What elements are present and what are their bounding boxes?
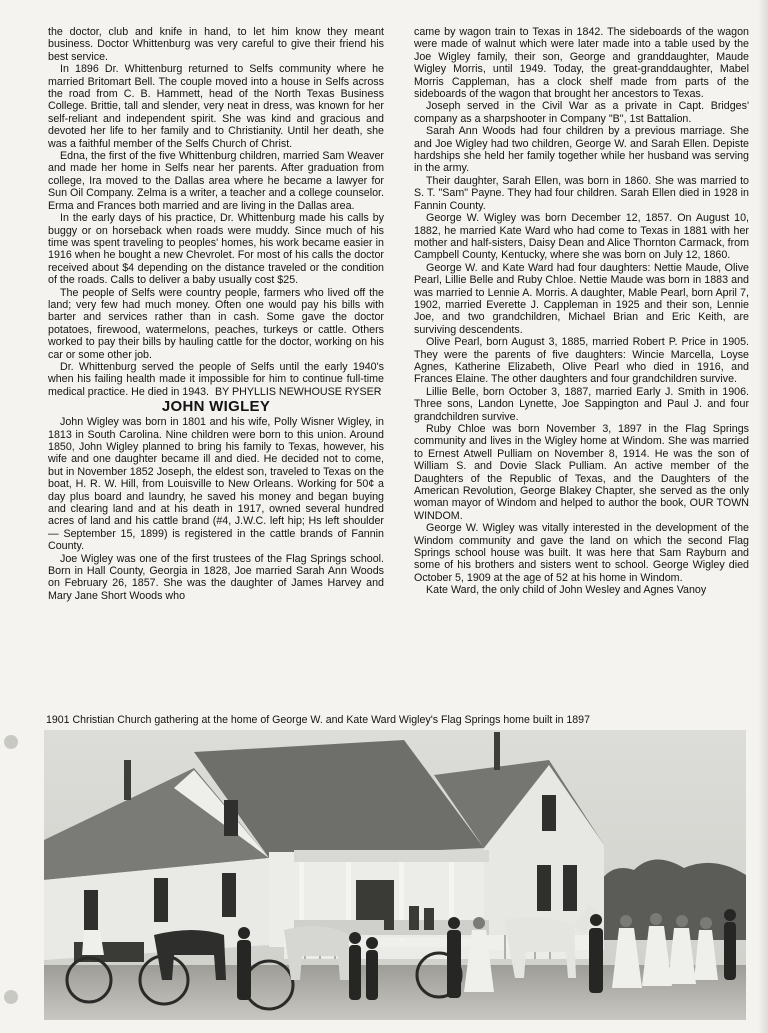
paragraph: George W. and Kate Ward had four daughters: Nettie Maude, Olive Pearl, Lillie Belle and Ruby Chloe. Nettie Maude was born in 1883 and was married to Lennie A. Morris. A daughter, Mable Pearl, born April 7, 1902, married Everette J. Cappleman in 1925 and their son, Lennie Joe, and two grandchildren, Michael Brian and Eric Keith, are surviving descendents. xyxy=(414,261,749,336)
right-column xyxy=(414,26,749,597)
paragraph: Dr. Whittenburg served the people of Selfs until the early 1940's when his failing health made it impossible for him to continue full-time medical practice. He died in 1943. xyxy=(48,360,384,398)
paragraph: the doctor, club and knife in hand, to let him know they meant business. Doctor Whittenburg was very careful to give their friend his best service. xyxy=(48,26,384,63)
paragraph: In the early days of his practice, Dr. Whittenburg made his calls by buggy or on horseback when roads were muddy. Since much of his time was spent traveling to peoples' homes, his work became easier in 1916 when he bought a new Chevrolet. For most of his calls the doctor received about $4 depending on the distance traveled or the condition of the roads. Calls to deliver a baby usually cost $25. xyxy=(48,212,384,287)
paragraph-with-byline xyxy=(48,361,384,398)
paragraph: Ruby Chloe was born November 3, 1897 in the Flag Springs community and lives in the Wigley home at Windom. She was married to Ernest Atwell Pulliam on November 8, 1914. He was the son of William S. and Dovie Slack Pulliam. An active member of the Daughters of the Republic of Texas, and the Daughters of the American Revolution, George Blakey Chapter, she served as the only woman mayor of Windom and helped to author the book, OUR TOWN WINDOM. xyxy=(414,423,749,522)
paragraph: Joe Wigley was one of the first trustees of the Flag Springs school. Born in Hall County, Georgia in 1828, Joe married Sarah Ann Woods on February 26, 1857. She was the daughter of James Harvey and Mary Jane Short Woods who xyxy=(48,552,384,602)
paragraph: George W. Wigley was born December 12, 1857. On August 10, 1882, he married Kate Ward who had come to Texas in 1881 with her mother and half-sisters, Daisy Dean and Alice Thornton Carmack, from Campbell County, Kentucky, where she was born on July 12, 1860. xyxy=(414,212,749,262)
page-edge xyxy=(758,0,768,1033)
section-heading: JOHN WIGLEY xyxy=(161,398,271,416)
paragraph: Their daughter, Sarah Ellen, was born in 1860. She was married to S. T. "Sam" Payne. They had four children. Sarah Ellen died in 1928 in Fannin County. xyxy=(414,174,749,212)
historic-house-photo xyxy=(44,730,746,1020)
paragraph: Joseph served in the Civil War as a private in Capt. Bridges' company as a sharpshooter in Company "B", 1st Battalion. xyxy=(414,100,749,125)
paragraph: Sarah Ann Woods had four children by a previous marriage. She and Joe Wigley had two children, George W. and Sarah Ellen. Depiste hardships she held her family together while her husband was serving in the army. xyxy=(414,125,749,175)
punch-hole xyxy=(4,990,18,1004)
paragraph: Olive Pearl, born August 3, 1885, married Robert P. Price in 1905. They were the parents of five daughters: Wincie Marcella, Loyse Agnes, Katherine Elizabeth, Olive Pearl who died in 1916, and Frances Elaine. The other daughters and four grandchildren survive. xyxy=(414,336,749,386)
paragraph: Edna, the first of the five Whittenburg children, married Sam Weaver and made her home in Selfs near her parents. After graduation from college, Ira moved to the Dallas area where he became a lawyer for Sun Oil Company. Zelma is a writer, a teacher and a college counselor. Erma and Frances both married and are living in the Dallas area. xyxy=(48,150,384,212)
paragraph: Kate Ward, the only child of John Wesley and Agnes Vanoy xyxy=(426,584,707,597)
left-column xyxy=(48,26,384,602)
paragraph: came by wagon train to Texas in 1842. The sideboards of the wagon were made of walnut which were later made into a table used by the Joe Wigley family, their son, George and granddaughter, Maude Wigley Morris, until 1949. Today, the great-granddaughter, Mabel Morris Cappleman, has a clock shelf made from parts of the sideboards of the wagon that brought her ancestors to Texas. xyxy=(414,26,749,101)
paragraph: In 1896 Dr. Whittenburg returned to Selfs community where he married Britomart Bell. The couple moved into a house in Selfs across the road from C. B. Hammett, head of the North Texas Business College. Brittie, tall and slender, very neat in dress, was known for her self-reliant and independent spirit. She was kind and gracious and devoted her life to her family and to Christianity. Until her death, she was a faithful member of the Selfs Church of Christ. xyxy=(48,63,384,150)
paragraph: The people of Selfs were country people, farmers who lived off the land; very few had much money. Often one would pay his bills with barter and services rather than in cash. Some gave the doctor potatoes, firewood, watermelons, peaches, turkeys or cattle. Others worked to pay their bills by hauling cattle for the doctor, working on his car or some other job. xyxy=(48,286,384,361)
paragraph: John Wigley was born in 1801 and his wife, Polly Wisner Wigley, in 1813 in South Carolina. Nine children were born to this union. Around 1850, John Wigley planned to bring his family to Texas, however, his wife and one daughter became ill and died. He decided not to come, but in November 1852 Joseph, the eldest son, traveled to Texas on the boat, H. R. W. Hill, from Louisville to New Orleans. Working for 50¢ a day plus board and laundry, he saved his money and began buying and clearing land and at his death in 1917, owned several hundred acres of land and his cattle brand (#4, J.W.C. left hip; Hs left shoulder — September 15, 1899) is registered in the cattle brands of Fannin County. xyxy=(48,416,384,553)
paragraph: George W. Wigley was vitally interested in the development of the Windom community and gave the land on which the second Flag Springs school house was built. It was here that Sam Rayburn and some of his brothers and sisters went to school. George Wigley died October 5, 1909 at the age of 52 at his home in Windom. xyxy=(414,522,749,584)
photo-caption: 1901 Christian Church gathering at the home of George W. and Kate Ward Wigley's Flag Springs home built in 1897 xyxy=(46,714,590,726)
paragraph: Lillie Belle, born October 3, 1887, married Early J. Smith in 1906. Three sons, Landon Lynette, Joe Sappington and Paul J. and four grandchildren survive. xyxy=(414,385,749,423)
house-photo-illustration xyxy=(44,730,746,1020)
punch-hole xyxy=(4,735,18,749)
author-byline: BY PHYLLIS NEWHOUSE RYSER xyxy=(214,385,382,398)
